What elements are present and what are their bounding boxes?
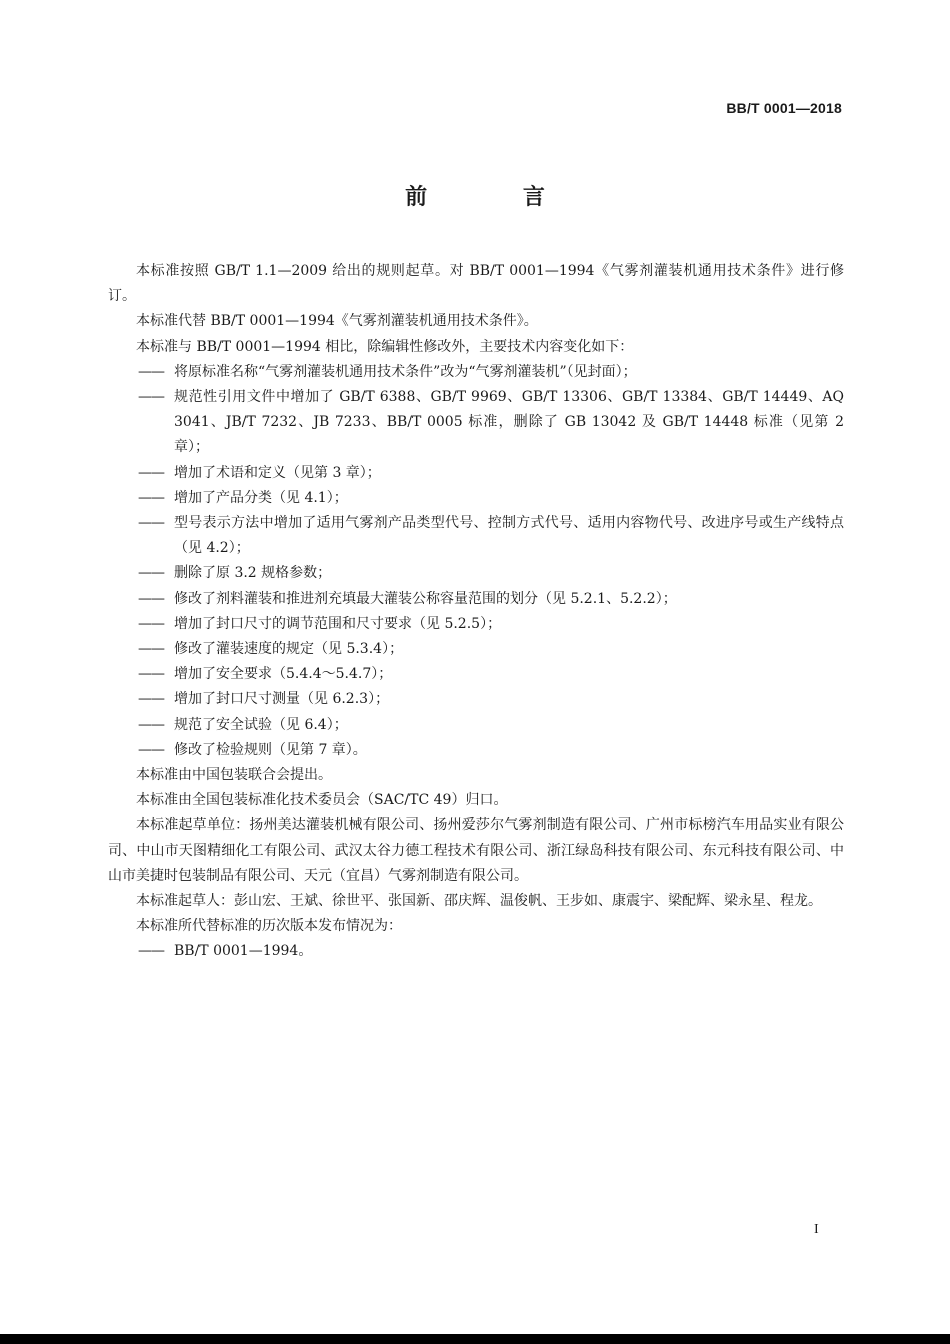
list-item-text: 增加了封口尺寸的调节范围和尺寸要求（见 5.2.5）； — [174, 615, 502, 632]
list-item — [108, 360, 844, 385]
list-item-text: 增加了安全要求（5.4.4～5.4.7）； — [174, 666, 393, 683]
list-item-text: 增加了产品分类（见 4.1）； — [174, 489, 348, 506]
list-item — [108, 662, 844, 687]
paragraph-drafting-units: 本标准起草单位：扬州美达灌装机械有限公司、扬州爱莎尔气雾剂制造有限公司、广州市标榜汽车用品实业有限公司、中山市天图精细化工有限公司、武汉太谷力德工程技术有限公司、浙江绿岛科技有限公司、东元科技有限公司、中山市美捷时包装制品有限公司、天元（宜昌）气雾剂制造有限公司。 — [108, 817, 844, 884]
list-item-text: 规范了安全试验（见 6.4）； — [174, 716, 348, 733]
paragraph-history-intro: 本标准所代替标准的历次版本发布情况为： — [136, 918, 402, 935]
page-title: 前 言 — [405, 185, 589, 210]
list-item — [108, 561, 844, 586]
dash-marker: —— — [138, 741, 164, 758]
dash-marker: —— — [138, 691, 164, 708]
paragraph-committee: 本标准由全国包装标准化技术委员会（SAC/TC 49）归口。 — [136, 792, 508, 809]
list-item-text: 将原标准名称“气雾剂灌装机通用技术条件”改为“气雾剂灌装机”（见封面）； — [174, 363, 637, 380]
standard-code: BB/T 0001—2018 — [726, 100, 842, 116]
list-item-text: 增加了封口尺寸测量（见 6.2.3）； — [174, 691, 390, 708]
list-item-text: 修改了检验规则（见第 7 章）。 — [174, 741, 367, 758]
dash-marker: —— — [138, 489, 164, 506]
dash-marker: —— — [138, 590, 164, 607]
dash-marker: —— — [138, 943, 164, 960]
dash-marker: —— — [138, 666, 164, 683]
dash-marker: —— — [138, 389, 164, 406]
list-item — [108, 713, 844, 738]
dash-marker: —— — [138, 615, 164, 632]
list-item — [108, 587, 844, 612]
paragraph-drafters: 本标准起草人：彭山宏、王斌、徐世平、张国新、邵庆辉、温俊帆、王步如、康震宇、梁配辉、梁永星、程龙。 — [136, 893, 822, 910]
list-item-text: BB/T 0001—1994。 — [174, 943, 313, 960]
list-item — [108, 738, 844, 763]
list-item-text: 规范性引用文件中增加了 GB/T 6388、GB/T 9969、GB/T 13306、GB/T 13384、GB/T 14449、AQ 3041、JB/T 7232、JB 7233、BB/T 0005 标准，删除了 GB 13042 及 GB/T 14448 标准（见第 2 章）； — [174, 389, 844, 456]
list-item-text: 删除了原 3.2 规格参数； — [174, 565, 332, 582]
paragraph-proposer: 本标准由中国包装联合会提出。 — [136, 767, 332, 784]
document-body — [108, 259, 844, 965]
list-item — [108, 612, 844, 637]
bottom-border — [0, 1334, 950, 1344]
list-item — [108, 637, 844, 662]
list-item-text: 型号表示方法中增加了适用气雾剂产品类型代号、控制方式代号、适用内容物代号、改进序号或生产线特点（见 4.2）； — [174, 515, 844, 557]
list-item-text: 修改了剂料灌装和推进剂充填最大灌装公称容量范围的划分（见 5.2.1、5.2.2）； — [174, 590, 677, 607]
paragraph-changes-intro: 本标准与 BB/T 0001—1994 相比，除编辑性修改外，主要技术内容变化如下： — [136, 338, 634, 355]
dash-marker: —— — [138, 363, 164, 380]
list-item — [108, 511, 844, 561]
list-item — [108, 461, 844, 486]
paragraph-drafting-rules: 本标准按照 GB/T 1.1—2009 给出的规则起草。对 BB/T 0001—1994《气雾剂灌装机通用技术条件》进行修订。 — [108, 263, 844, 305]
list-item — [108, 687, 844, 712]
list-item-text: 修改了灌装速度的规定（见 5.3.4）； — [174, 641, 404, 658]
dash-marker: —— — [138, 464, 164, 481]
dash-marker: —— — [138, 515, 164, 532]
dash-marker: —— — [138, 565, 164, 582]
list-item — [108, 385, 844, 461]
list-item — [108, 939, 844, 964]
page-number: I — [814, 1222, 819, 1237]
dash-marker: —— — [138, 641, 164, 658]
list-item — [108, 486, 844, 511]
list-item-text: 增加了术语和定义（见第 3 章）； — [174, 464, 381, 481]
paragraph-replaces: 本标准代替 BB/T 0001—1994《气雾剂灌装机通用技术条件》。 — [136, 313, 538, 330]
dash-marker: —— — [138, 716, 164, 733]
